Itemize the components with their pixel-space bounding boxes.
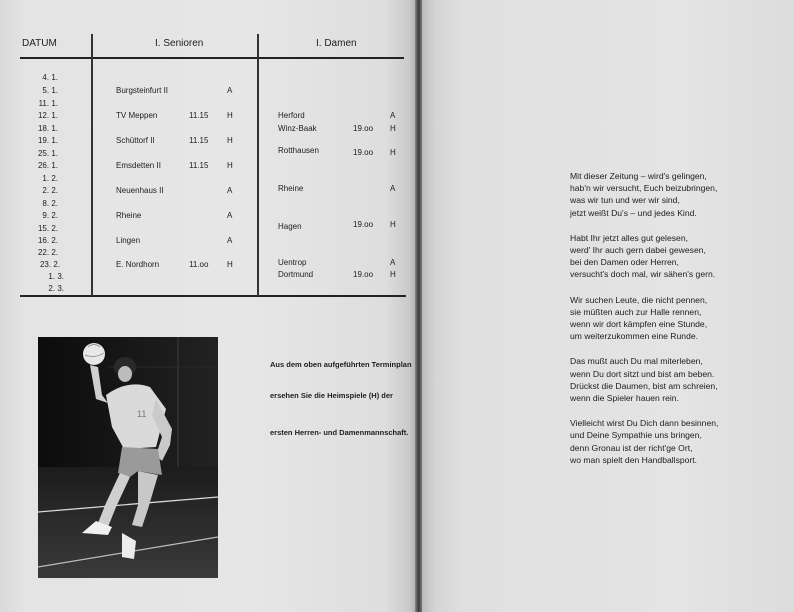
senioren-team: E. Nordhorn	[116, 260, 160, 269]
poem-line: wenn die Spieler hauen rein.	[570, 393, 679, 404]
poem	[570, 170, 770, 479]
date-cell: 12. 1.	[37, 111, 58, 120]
poem-stanza	[570, 232, 770, 281]
damen-home-away: A	[390, 184, 396, 193]
date-cell: 15. 2.	[37, 224, 58, 233]
damen-home-away: H	[390, 220, 396, 229]
poem-line: wenn wir dort kämpfen eine Stunde,	[570, 319, 708, 330]
date-cell: 18. 1.	[37, 124, 58, 133]
senioren-home-away: A	[227, 211, 233, 220]
table-top-rule	[20, 57, 404, 59]
senioren-home-away: A	[227, 86, 233, 95]
poem-line: wenn Du dort sitzt und bist am beben.	[570, 368, 715, 379]
column-divider-2	[257, 34, 259, 296]
senioren-home-away: A	[227, 186, 233, 195]
poem-stanza	[570, 170, 770, 219]
damen-time: 19.oo	[353, 124, 374, 133]
damen-time: 19.oo	[353, 148, 374, 157]
damen-team: Uentrop	[278, 258, 307, 267]
poem-line: Das mußt auch Du mal miterleben,	[570, 356, 703, 367]
damen-team: Rheine	[278, 184, 304, 193]
damen-time: 19.oo	[353, 270, 374, 279]
senioren-team: TV Meppen	[116, 111, 158, 120]
senioren-time: 11.15	[189, 136, 209, 145]
book-spine	[415, 0, 422, 612]
date-cell: 25. 1.	[37, 149, 58, 158]
date-cell: 2. 2.	[42, 186, 58, 195]
poem-stanza	[570, 294, 770, 343]
senioren-time: 11.15	[189, 161, 209, 170]
date-cell: 22. 2.	[37, 248, 58, 257]
poem-line: versucht's doch mal, wir sähen's gern.	[570, 269, 716, 280]
senioren-home-away: H	[227, 111, 233, 120]
poem-line: und Deine Sympathie uns bringen,	[570, 430, 702, 441]
poem-line: was wir tun und wer wir sind,	[570, 195, 680, 206]
poem-line: um weiterzukommen eine Runde.	[570, 331, 699, 342]
header-damen: I. Damen	[316, 38, 357, 49]
damen-home-away: H	[390, 148, 396, 157]
table-bottom-rule	[20, 295, 406, 297]
poem-stanza	[570, 417, 770, 466]
handball-player-photo	[38, 337, 218, 578]
poem-line: jetzt weißt Du's – und jedes Kind.	[570, 207, 697, 218]
senioren-home-away: H	[227, 260, 233, 269]
poem-line: Drückst die Daumen, bist am schreien,	[570, 380, 718, 391]
poem-line: wo man spielt den Handballsport.	[570, 454, 698, 465]
poem-line: sie müßten auch zur Halle rennen,	[570, 306, 702, 317]
poem-line: Habt Ihr jetzt alles gut gelesen,	[570, 232, 688, 243]
poem-line: hab'n wir versucht, Euch beizubringen,	[570, 183, 718, 194]
damen-team: Herford	[278, 111, 305, 120]
damen-home-away: A	[390, 258, 396, 267]
caption-line-1: Aus dem oben aufgeführten Terminplan	[270, 360, 412, 369]
poem-line: Vielleicht wirst Du Dich dann besinnen,	[570, 418, 719, 429]
caption-line-3: ersten Herren- und Damenmannschaft.	[270, 428, 409, 437]
senioren-team: Emsdetten II	[116, 161, 161, 170]
senioren-team: Lingen	[116, 236, 141, 245]
date-cell: 8. 2.	[42, 199, 58, 208]
date-cell: 4. 1.	[42, 73, 58, 82]
date-cell: 16. 2.	[37, 236, 58, 245]
senioren-team: Burgsteinfurt II	[116, 86, 169, 95]
poem-line: denn Gronau ist der richt'ge Ort,	[570, 442, 693, 453]
damen-home-away: A	[390, 111, 396, 120]
senioren-team: Schüttorf II	[116, 136, 155, 145]
senioren-time: 11.oo	[189, 260, 209, 269]
date-cell: 1. 2.	[42, 174, 58, 183]
date-cell: 5. 1.	[42, 86, 58, 95]
damen-team: Rotthausen	[278, 146, 319, 155]
header-datum: DATUM	[22, 38, 57, 49]
poem-line: Wir suchen Leute, die nicht pennen,	[570, 294, 708, 305]
date-cell: 11. 1.	[38, 99, 58, 108]
damen-home-away: H	[390, 270, 396, 279]
caption-line-2: ersehen Sie die Heimspiele (H) der	[270, 391, 393, 400]
senioren-team: Neuenhaus II	[116, 186, 164, 195]
damen-team: Winz-Baak	[278, 124, 317, 133]
senioren-team: Rheine	[116, 211, 142, 220]
date-cell: 2. 3.	[48, 284, 64, 293]
date-cell: 19. 1.	[37, 136, 58, 145]
senioren-home-away: A	[227, 236, 233, 245]
damen-team: Dortmund	[278, 270, 314, 279]
poem-line: Mit dieser Zeitung – wird's gelingen,	[570, 171, 707, 181]
senioren-time: 11.15	[189, 111, 209, 120]
poem-stanza	[570, 355, 770, 404]
damen-home-away: H	[390, 124, 396, 133]
poem-line: werd' Ihr auch gern dabei gewesen,	[570, 245, 706, 256]
header-senioren: I. Senioren	[155, 38, 204, 49]
jersey-number: 11	[137, 409, 147, 419]
senioren-home-away: H	[227, 136, 233, 145]
date-cell: 1. 3.	[48, 272, 64, 281]
date-cell: 9. 2.	[42, 211, 58, 220]
column-divider-1	[91, 34, 93, 296]
date-cell: 23. 2.	[39, 260, 60, 269]
poem-line: bei den Damen oder Herren,	[570, 257, 679, 268]
senioren-home-away: H	[227, 161, 233, 170]
damen-time: 19.oo	[353, 220, 374, 229]
date-cell: 26. 1.	[37, 161, 58, 170]
damen-team: Hagen	[278, 222, 302, 231]
